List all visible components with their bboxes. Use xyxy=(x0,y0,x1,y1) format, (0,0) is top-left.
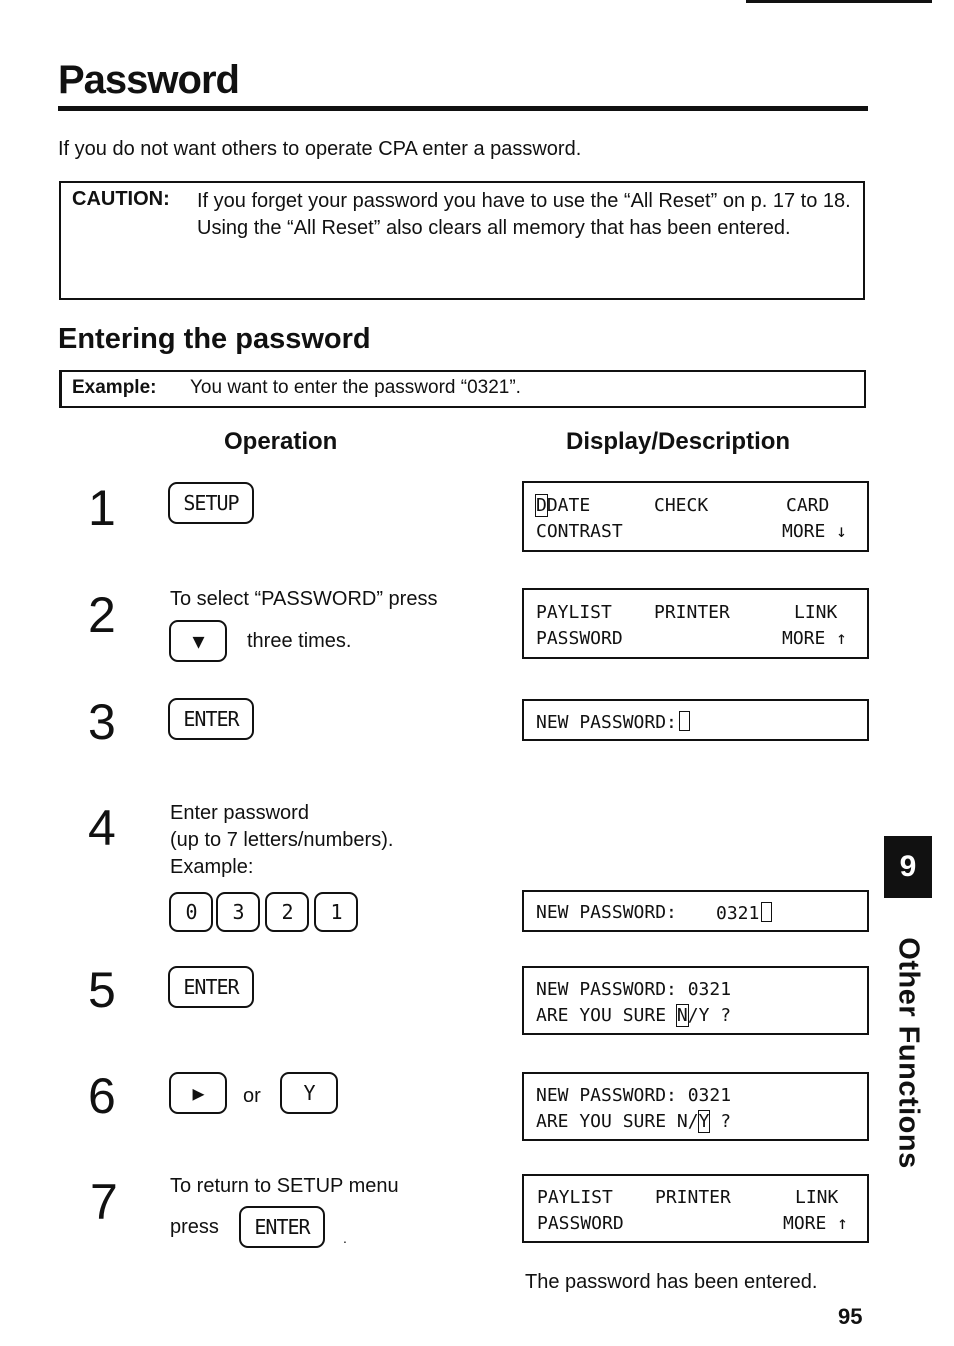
result-text: The password has been entered. xyxy=(525,1271,818,1293)
operation-heading: Operation xyxy=(224,428,338,455)
lcd-password: PASSWORD xyxy=(536,628,623,649)
key-2[interactable]: 2 xyxy=(265,892,309,932)
enter-key[interactable]: ENTER xyxy=(239,1206,325,1248)
example-label: Example: xyxy=(72,377,157,398)
lcd-more: MORE ↓ xyxy=(782,521,848,542)
caution-text: If you forget your password you have to use the “All Reset” on p. 17 to 18. Using the “All Reset” also clears all memory that has been entered. xyxy=(197,190,851,239)
step-2-number: 2 xyxy=(88,587,116,643)
lcd-printer: PRINTER xyxy=(655,1187,731,1208)
step-4-text-2: (up to 7 letters/numbers). xyxy=(170,829,394,851)
step-7-number: 7 xyxy=(90,1174,118,1230)
lcd-new-password: NEW PASSWORD: xyxy=(536,712,677,733)
key-1[interactable]: 1 xyxy=(314,892,358,932)
lcd-new-password: NEW PASSWORD: 0321 xyxy=(536,1085,732,1106)
display-heading: Display/Description xyxy=(566,428,791,455)
example-text: You want to enter the password “0321”. xyxy=(190,377,521,398)
lcd-are-you-sure: ARE YOU SURE xyxy=(536,1005,677,1026)
step-4-text-1: Enter password xyxy=(170,802,309,824)
lcd-date: DATE xyxy=(546,495,591,516)
lcd-are-you-sure: ARE YOU SURE N/ xyxy=(536,1111,699,1132)
lcd-display-step-7 xyxy=(522,1174,869,1243)
lcd-link: LINK xyxy=(795,1187,839,1208)
setup-key[interactable]: SETUP xyxy=(168,482,254,524)
lcd-display-step-4 xyxy=(522,890,869,932)
step-4-number: 4 xyxy=(88,800,116,856)
chapter-tab: 9 xyxy=(884,836,932,898)
step-5-number: 5 xyxy=(88,962,116,1018)
lcd-more: MORE ↑ xyxy=(782,628,848,649)
dot: . xyxy=(343,1230,347,1246)
lcd-more: MORE ↑ xyxy=(783,1213,849,1234)
lcd-display-step-2 xyxy=(522,588,869,659)
chapter-side-label xyxy=(883,928,933,1178)
lcd-cursor: D xyxy=(536,495,547,516)
chapter-side-label-text: Other Functions xyxy=(892,937,925,1169)
down-arrow-key[interactable]: ▼ xyxy=(169,620,227,662)
enter-key[interactable]: ENTER xyxy=(168,966,254,1008)
step-7-text-1: To return to SETUP menu xyxy=(170,1175,399,1197)
key-0[interactable]: 0 xyxy=(169,892,213,932)
lcd-display-step-6 xyxy=(522,1072,869,1141)
step-7-press: press xyxy=(170,1216,219,1238)
step-4-text-3: Example: xyxy=(170,856,254,878)
lcd-display-step-3 xyxy=(522,699,869,741)
key-3[interactable]: 3 xyxy=(216,892,260,932)
caution-label: CAUTION: xyxy=(72,188,170,210)
lcd-display-step-5 xyxy=(522,966,869,1035)
lcd-cursor-n: N xyxy=(676,1005,688,1026)
title-rule xyxy=(58,106,868,111)
lcd-new-password: NEW PASSWORD: 0321 xyxy=(536,979,732,1000)
lcd-contrast: CONTRAST xyxy=(536,521,623,542)
top-rule xyxy=(746,0,932,3)
lcd-paylist: PAYLIST xyxy=(537,1187,613,1208)
lcd-paylist: PAYLIST xyxy=(536,602,612,623)
enter-key[interactable]: ENTER xyxy=(168,698,254,740)
lcd-choice: /Y ? xyxy=(687,1005,732,1026)
lcd-printer: PRINTER xyxy=(654,602,730,623)
lcd-new-password: NEW PASSWORD: xyxy=(536,902,677,923)
step-2-times: three times. xyxy=(247,630,352,652)
step-2-text: To select “PASSWORD” press xyxy=(170,588,438,610)
lcd-password-value: 0321 xyxy=(716,903,760,924)
lcd-card: CARD xyxy=(786,495,830,516)
step-6-number: 6 xyxy=(88,1068,116,1124)
lcd-link: LINK xyxy=(794,602,838,623)
lcd-cursor-y: Y xyxy=(698,1111,710,1132)
step-1-number: 1 xyxy=(88,480,116,536)
lcd-check: CHECK xyxy=(654,495,709,516)
right-arrow-key[interactable]: ▶ xyxy=(169,1072,227,1114)
or-text: or xyxy=(243,1085,261,1107)
lcd-cursor xyxy=(761,902,772,922)
lcd-display-step-1 xyxy=(522,481,869,552)
lcd-question: ? xyxy=(709,1111,732,1132)
step-3-number: 3 xyxy=(88,694,116,750)
lcd-cursor xyxy=(679,711,690,731)
y-key[interactable]: Y xyxy=(280,1072,338,1114)
page-number: 95 xyxy=(838,1304,863,1329)
page-title: Password xyxy=(58,58,239,102)
lcd-password: PASSWORD xyxy=(537,1213,624,1234)
section-title: Entering the password xyxy=(58,323,371,355)
intro-text: If you do not want others to operate CPA enter a password. xyxy=(58,138,582,160)
